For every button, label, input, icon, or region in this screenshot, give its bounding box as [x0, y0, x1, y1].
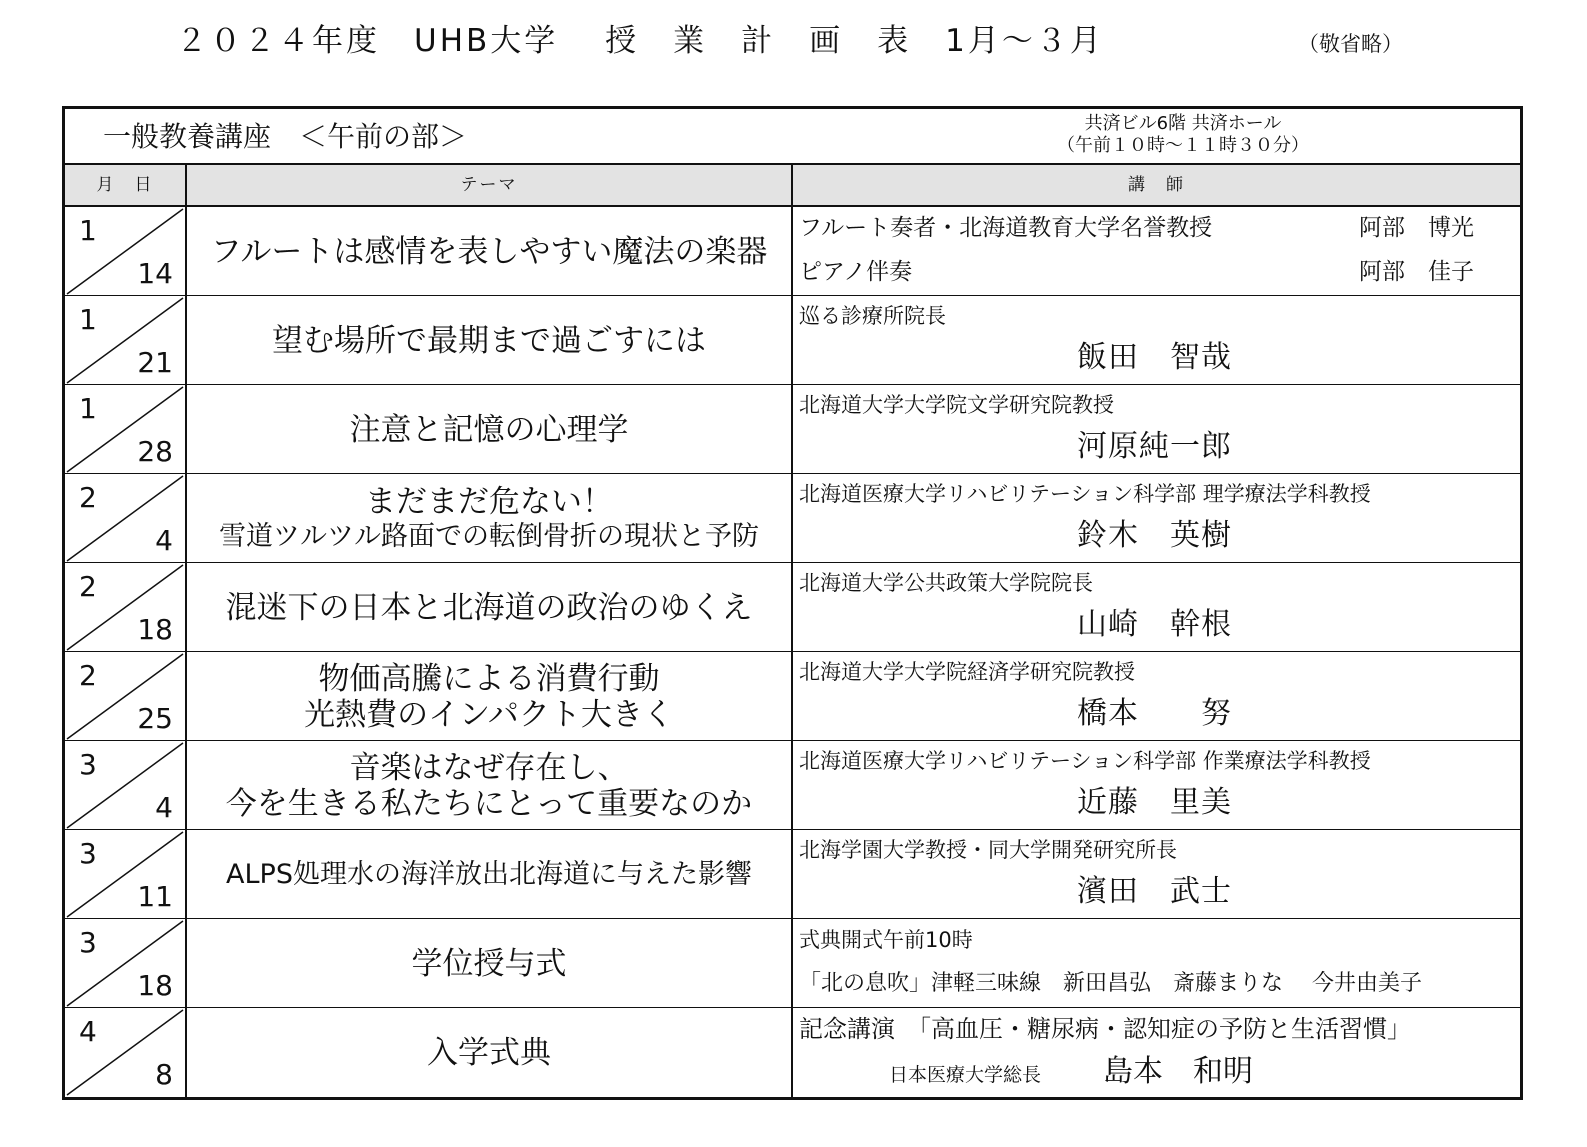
table-body: [65, 207, 1520, 1097]
lecturer-name: 阿部 博光: [1359, 215, 1474, 241]
column-header-lecturer: 講 師: [1128, 175, 1185, 195]
column-header-theme: テーマ: [460, 175, 518, 195]
theme-cell: [187, 741, 791, 830]
month: 3: [79, 926, 97, 959]
theme-line: 光熱費のインパクト大きく: [304, 696, 674, 733]
day: 11: [137, 880, 173, 913]
theme-cell: [187, 652, 791, 741]
page-title: ２０２４年度 UHB大学 授 業 計 画 表 1月～３月: [176, 23, 1104, 59]
lecturer-title: 北海道大学公共政策大学院院長: [799, 571, 1093, 595]
month: 3: [79, 748, 97, 781]
theme-cell: [187, 1008, 791, 1097]
day: 25: [137, 702, 173, 735]
table-row: [65, 296, 1520, 385]
theme-line: 物価高騰による消費行動: [318, 660, 660, 697]
day: 28: [137, 435, 173, 468]
schedule-table: [62, 106, 1523, 1100]
commemorative-lecture: 記念講演 「高血圧・糖尿病・認知症の予防と生活習慣」: [799, 1015, 1411, 1043]
theme-cell: [187, 563, 791, 652]
lecturer-name: 山崎 幹根: [1077, 607, 1232, 642]
lecturer-title: 北海道医療大学リハビリテーション科学部 作業療法学科教授: [799, 749, 1371, 773]
date-cell: [65, 474, 185, 563]
lecturer-cell: [793, 385, 1520, 474]
theme-cell: [187, 296, 791, 385]
lecturer-title: 北海道大学大学院経済学研究院教授: [799, 660, 1135, 684]
table-row: [65, 652, 1520, 741]
theme-line: 入学式典: [427, 1034, 551, 1071]
month: 1: [79, 303, 97, 336]
table-row: [65, 830, 1520, 919]
lecturer-title: 北海道大学大学院文学研究院教授: [799, 393, 1114, 417]
lecturer-role: ピアノ伴奏: [799, 259, 913, 285]
theme-line: 望む場所で最期まで過ごすには: [272, 322, 706, 359]
date-cell: [65, 207, 185, 296]
lecturer-name: 河原純一郎: [1077, 429, 1232, 464]
lecturer-name: 近藤 里美: [1077, 785, 1232, 820]
month: 4: [79, 1015, 97, 1048]
theme-line: 混迷下の日本と北海道の政治のゆくえ: [225, 589, 753, 626]
date-cell: [65, 1008, 185, 1097]
month: 2: [79, 481, 97, 514]
lecturer-cell: [793, 207, 1520, 296]
month: 2: [79, 659, 97, 692]
month: 1: [79, 392, 97, 425]
month: 3: [79, 837, 97, 870]
table-row: [65, 474, 1520, 563]
honorific-omitted-note: （敬省略）: [1298, 32, 1403, 56]
day: 21: [137, 346, 173, 379]
day: 8: [155, 1058, 173, 1091]
theme-cell: [187, 207, 791, 296]
theme-line: フルートは感情を表しやすい魔法の楽器: [210, 233, 768, 270]
section-title: 一般教養講座 ＜午前の部＞: [103, 120, 468, 153]
theme-line: 雪道ツルツル路面での転倒骨折の現状と予防: [219, 520, 759, 552]
date-cell: [65, 563, 185, 652]
theme-line: 音楽はなぜ存在し、: [349, 749, 629, 786]
table-header: [65, 109, 1520, 165]
theme-line: まだまだ危ない！: [365, 483, 613, 520]
lecturer-affiliation: 日本医療大学総長: [889, 1064, 1042, 1086]
day: 4: [155, 791, 173, 824]
lecturer-name: 阿部 佳子: [1359, 259, 1474, 285]
table-row: [65, 207, 1520, 296]
lecturer-cell: [793, 474, 1520, 563]
lecturer-title: 北海道医療大学リハビリテーション科学部 理学療法学科教授: [799, 482, 1371, 506]
venue-info: [993, 113, 1373, 157]
lecturer-cell: [793, 563, 1520, 652]
table-row: [65, 385, 1520, 474]
lecturer-cell: [793, 919, 1520, 1008]
theme-line: 注意と記憶の心理学: [349, 411, 629, 448]
day: 18: [137, 613, 173, 646]
theme-line: ALPS処理水の海洋放出北海道に与えた影響: [226, 858, 752, 890]
lecturer-cell: [793, 1008, 1520, 1097]
lecturer-role: フルート奏者・北海道教育大学名誉教授: [799, 215, 1213, 241]
date-cell: [65, 830, 185, 919]
date-cell: [65, 385, 185, 474]
table-row: [65, 919, 1520, 1008]
column-header-date: 月 日: [96, 175, 154, 195]
theme-cell: [187, 830, 791, 919]
performers: 「北の息吹」津軽三味線 新田昌弘 斎藤まりな 今井由美子: [799, 971, 1422, 996]
lecturer-name: 鈴木 英樹: [1077, 518, 1232, 553]
day: 18: [137, 969, 173, 1002]
theme-line: 学位授与式: [411, 945, 567, 982]
table-row: [65, 1008, 1520, 1097]
table-row: [65, 741, 1520, 830]
month: 2: [79, 570, 97, 603]
lecturer-name: 飯田 智哉: [1077, 340, 1232, 375]
date-cell: [65, 296, 185, 385]
lecturer-cell: [793, 652, 1520, 741]
lecturer-name: 橋本 努: [1077, 696, 1232, 731]
lecturer-cell: [793, 830, 1520, 919]
lecturer-cell: [793, 741, 1520, 830]
theme-cell: [187, 474, 791, 563]
date-cell: [65, 741, 185, 830]
day: 14: [137, 257, 173, 290]
venue-location: 共済ビル6階 共済ホール: [1084, 113, 1282, 134]
lecturer-name: 島本 和明: [1103, 1054, 1253, 1089]
lecturer-title: 北海学園大学教授・同大学開発研究所長: [799, 838, 1177, 862]
month: 1: [79, 214, 97, 247]
theme-line: 今を生きる私たちにとって重要なのか: [225, 785, 753, 822]
day: 4: [155, 524, 173, 557]
theme-cell: [187, 385, 791, 474]
date-cell: [65, 652, 185, 741]
venue-time: （午前１０時～１１時３０分）: [1057, 135, 1309, 156]
ceremony-time: 式典開式午前10時: [799, 928, 973, 952]
theme-cell: [187, 919, 791, 1008]
lecturer-title: 巡る診療所院長: [799, 304, 946, 328]
lecturer-name: 濱田 武士: [1077, 874, 1232, 909]
lecturer-cell: [793, 296, 1520, 385]
table-row: [65, 563, 1520, 652]
date-cell: [65, 919, 185, 1008]
